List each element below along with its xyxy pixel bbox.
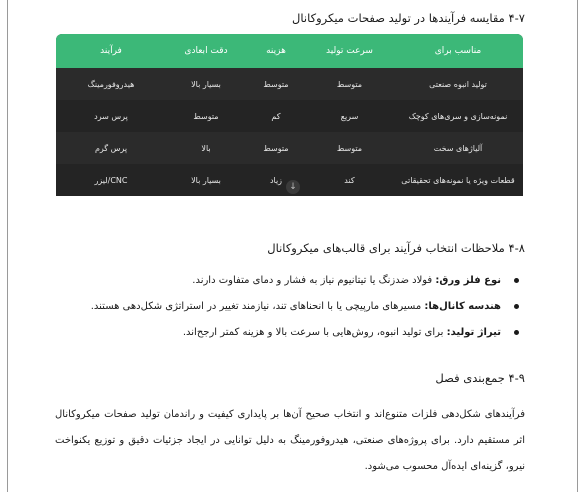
list-item-term: تیراژ تولید: <box>446 327 501 338</box>
cell-process: هیدروفورمینگ <box>87 79 135 89</box>
considerations-list <box>91 274 523 352</box>
table-row <box>56 132 523 164</box>
list-item-term: هندسه کانال‌ها: <box>424 301 501 312</box>
section-heading-4-9: ۴-۹ جمع‌بندی فصل <box>435 371 525 385</box>
list-item-text: فولاد ضدزنگ یا تیتانیوم نیاز به فشار و دمای متفاوت دارند. <box>192 275 436 286</box>
cell-suitable-for: تولید انبوه صنعتی <box>429 79 487 89</box>
header-speed: سرعت تولید <box>326 46 373 56</box>
bullet-icon <box>514 304 519 309</box>
header-accuracy: دقت ابعادی <box>184 46 228 56</box>
list-item <box>91 274 523 287</box>
cell-cost: زیاد <box>269 175 283 185</box>
cell-speed: کند <box>344 175 355 185</box>
list-item-term: نوع فلز ورق: <box>435 275 501 286</box>
list-item <box>91 300 523 313</box>
cell-cost: متوسط <box>263 143 289 153</box>
cell-process: CNC/لیزر <box>94 175 128 185</box>
summary-paragraph: فرآیندهای شکل‌دهی فلزات متنوع‌اند و انتخاب صحیح آن‌ها بر پایداری کیفیت و راندمان تولید صفحات میکروکانال اثر مستقیم دارد. برای پروژه‌های صنعتی، هیدروفورمینگ به دلیل توانایی در ایجاد جزئیات دقیق و توزیع یکنواخت نیرو، گزینه‌ای ایده‌آل محسوب می‌شود. <box>55 409 525 472</box>
bullet-icon <box>514 330 519 335</box>
comparison-table <box>56 34 523 196</box>
section-heading-4-8: ۴-۸ ملاحظات انتخاب فرآیند برای قالب‌های میکروکانال <box>267 241 525 255</box>
cell-speed: سریع <box>340 111 359 121</box>
list-item <box>91 326 523 339</box>
header-cost: هزینه <box>266 46 286 56</box>
header-suitable-for: مناسب برای <box>434 46 482 56</box>
list-item-text: برای تولید انبوه، روش‌هایی با سرعت بالا و هزینه کمتر ارجح‌اند. <box>182 327 447 338</box>
cell-process: پرس گرم <box>94 143 128 153</box>
table-row <box>56 100 523 132</box>
cell-speed: متوسط <box>336 79 363 89</box>
cell-speed: متوسط <box>336 143 363 153</box>
cell-suitable-for: قطعات ویژه یا نمونه‌های تحقیقاتی <box>401 175 515 185</box>
list-item-text: مسیرهای مارپیچی یا با انحناهای تند، نیازمند تغییر در استراتژی شکل‌دهی هستند. <box>90 301 425 312</box>
cell-suitable-for: آلیاژهای سخت <box>433 143 483 153</box>
header-process: فرآیند <box>100 46 122 56</box>
scroll-down-icon[interactable]: ↓ <box>286 180 300 194</box>
bullet-icon <box>514 278 519 283</box>
table-row <box>56 68 523 100</box>
cell-process: پرس سرد <box>94 111 128 121</box>
table-header-row <box>56 34 523 68</box>
cell-accuracy: بسیار بالا <box>191 79 221 89</box>
cell-cost: کم <box>271 111 281 121</box>
cell-accuracy: متوسط <box>193 111 219 121</box>
cell-accuracy: بالا <box>201 143 211 153</box>
cell-suitable-for: نمونه‌سازی و سری‌های کوچک <box>408 111 508 121</box>
section-heading-4-7: ۴-۷ مقایسه فرآیندها در تولید صفحات میکروکانال <box>292 11 525 25</box>
page-border-right <box>577 0 578 492</box>
page-border-left <box>7 0 8 492</box>
cell-cost: متوسط <box>263 79 289 89</box>
cell-accuracy: بسیار بالا <box>191 175 221 185</box>
